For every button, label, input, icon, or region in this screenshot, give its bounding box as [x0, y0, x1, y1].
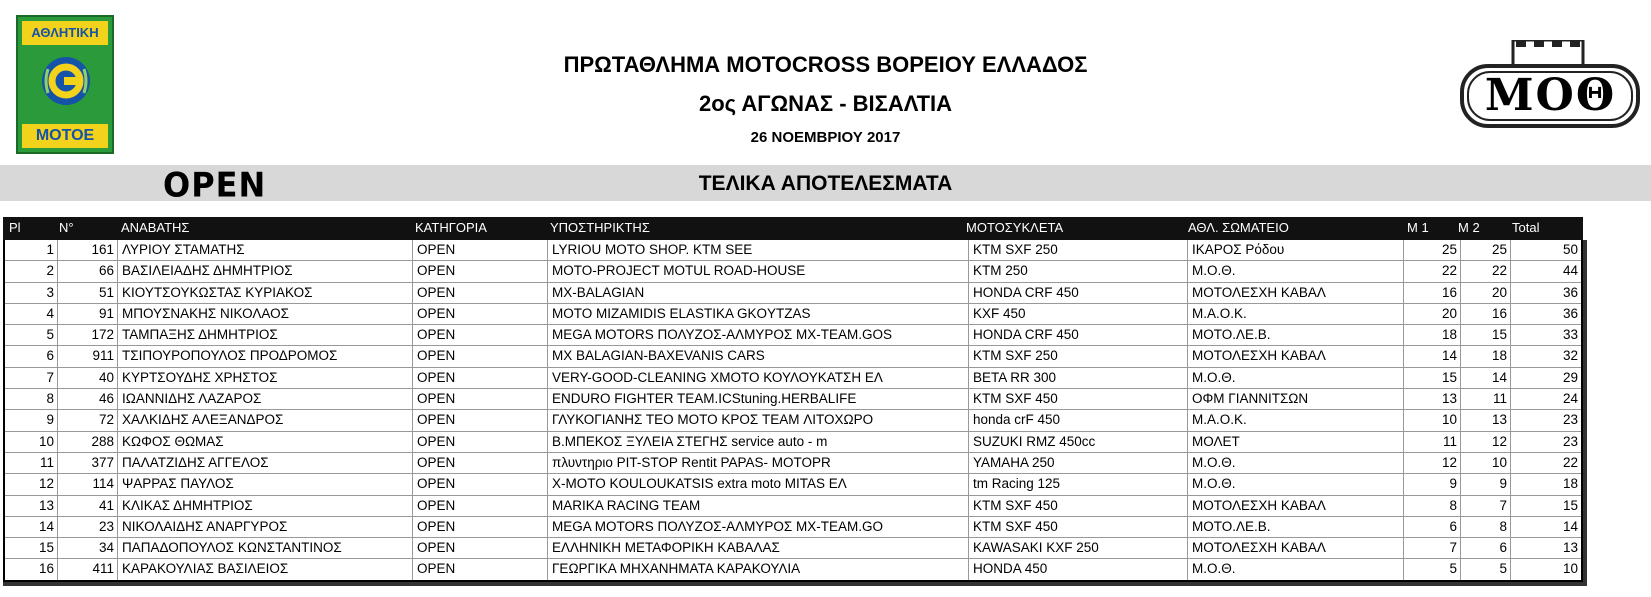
- cell-club: Μ.Α.Ο.Κ.: [1188, 410, 1404, 430]
- cell-total: 14: [1562, 518, 1578, 534]
- cell-rider: ΚΩΦΟΣ ΘΩΜΑΣ: [118, 432, 413, 452]
- cell-total: 36: [1562, 284, 1578, 300]
- cell-club: ΜΟΤΟΛΕΣΧΗ ΚΑΒΑΛ: [1188, 496, 1404, 516]
- cell-m2: 11: [1461, 389, 1511, 409]
- cell-sponsor: MOTO-PROJECT MOTUL ROAD-HOUSE: [548, 261, 969, 281]
- cell-pl: 14: [5, 517, 58, 537]
- cell-m1: 15: [1404, 368, 1461, 388]
- cell-bike: KTM SXF 250: [969, 240, 1188, 260]
- table-row: [5, 474, 1581, 495]
- cell-m1: 25: [1404, 240, 1461, 260]
- table-row: [5, 261, 1581, 282]
- cell-rider: ΠΑΛΑΤΖΙΔΗΣ ΑΓΓΕΛΟΣ: [118, 453, 413, 473]
- cell-pl: 9: [5, 410, 58, 430]
- col-category: ΚΑΤΗΓΟΡΙΑ: [415, 220, 487, 235]
- cell-sponsor: MX BALAGIAN-BAXEVANIS CARS: [548, 346, 969, 366]
- cell-total: 10: [1562, 561, 1578, 577]
- table-row: [5, 368, 1581, 389]
- cell-sponsor: ΓΛΥΚΟΓΙΑΝΗΣ ΤΕΟ ΜΟΤΟ ΚΡΟΣ TEAM ΛΙΤΟΧΩΡΟ: [548, 410, 969, 430]
- cell-rider: ΙΩΑΝΝΙΔΗΣ ΛΑΖΑΡΟΣ: [118, 389, 413, 409]
- cell-no: 34: [58, 538, 118, 558]
- logo-bottom-text: ΜΟΤΟΕ: [22, 124, 108, 148]
- cell-club: Μ.Ο.Θ.: [1188, 368, 1404, 388]
- cell-category: OPEN: [413, 368, 548, 388]
- col-pl: Pl: [9, 220, 21, 235]
- col-no: N°: [59, 220, 74, 235]
- cell-no: 66: [58, 261, 118, 281]
- table-row: [5, 389, 1581, 410]
- table-row: [5, 538, 1581, 559]
- cell-pl: 1: [5, 240, 58, 260]
- logo-top-text: ΑΘΛΗΤΙΚΗ: [22, 21, 108, 45]
- cell-m2: 8: [1461, 517, 1511, 537]
- cell-pl: 11: [5, 453, 58, 473]
- cell-total: 33: [1562, 327, 1578, 343]
- cell-total: 15: [1562, 497, 1578, 513]
- table-header: [3, 217, 1583, 240]
- cell-category: OPEN: [413, 240, 548, 260]
- cell-m1: 13: [1404, 389, 1461, 409]
- cell-m1: 6: [1404, 517, 1461, 537]
- cell-rider: ΛΥΡΙΟΥ ΣΤΑΜΑΤΗΣ: [118, 240, 413, 260]
- cell-sponsor: MX-BALAGIAN: [548, 283, 969, 303]
- table-row: [5, 283, 1581, 304]
- cell-rider: ΤΑΜΠΑΞΗΣ ΔΗΜΗΤΡΙΟΣ: [118, 325, 413, 345]
- cell-club: Μ.Α.Ο.Κ.: [1188, 304, 1404, 324]
- cell-club: ΜΟΤΟ.ΛΕ.Β.: [1188, 325, 1404, 345]
- cell-category: OPEN: [413, 517, 548, 537]
- cell-m1: 14: [1404, 346, 1461, 366]
- cell-sponsor: MEGA MOTORS ΠΟΛΥΖΟΣ-ΑΛΜΥΡΟΣ MX-TEAM.GO: [548, 517, 969, 537]
- cell-pl: 16: [5, 559, 58, 579]
- cell-sponsor: X-MOTO KOULOUKATSIS extra moto MITAS ΕΛ: [548, 474, 969, 494]
- cell-sponsor: ΕΛΛΗΝΙΚΗ ΜΕΤΑΦΟΡΙΚΗ ΚΑΒΑΛΑΣ: [548, 538, 969, 558]
- table-row: [5, 453, 1581, 474]
- cell-category: OPEN: [413, 346, 548, 366]
- cell-club: ΜΟΤΟΛΕΣΧΗ ΚΑΒΑΛ: [1188, 283, 1404, 303]
- cell-no: 23: [58, 517, 118, 537]
- cell-m2: 20: [1461, 283, 1511, 303]
- cell-pl: 3: [5, 283, 58, 303]
- cell-rider: ΚΑΡΑΚΟΥΛΙΑΣ ΒΑΣΙΛΕΙΟΣ: [118, 559, 413, 579]
- cell-m2: 9: [1461, 474, 1511, 494]
- cell-total: 29: [1562, 369, 1578, 385]
- cell-sponsor: Β.ΜΠΕΚΟΣ ΞΥΛΕΙΑ ΣΤΕΓΗΣ service auto - m: [548, 432, 969, 452]
- cell-pl: 2: [5, 261, 58, 281]
- cell-total: 23: [1562, 433, 1578, 449]
- cell-bike: KTM 250: [969, 261, 1188, 281]
- cell-club: ΙΚΑΡΟΣ Ρόδου: [1188, 240, 1404, 260]
- cell-category: OPEN: [413, 453, 548, 473]
- cell-category: OPEN: [413, 474, 548, 494]
- cell-sponsor: MARIKA RACING TEAM: [548, 496, 969, 516]
- cell-pl: 10: [5, 432, 58, 452]
- class-label: OPEN: [163, 165, 267, 205]
- cell-sponsor: πλυντηριο PIT-STOP Rentit PAPAS- MOTOPR: [548, 453, 969, 473]
- cell-category: OPEN: [413, 389, 548, 409]
- cell-m1: 22: [1404, 261, 1461, 281]
- cell-category: OPEN: [413, 496, 548, 516]
- cell-rider: ΠΑΠΑΔΟΠΟΥΛΟΣ ΚΩΝΣΤΑΝΤΙΝΟΣ: [118, 538, 413, 558]
- cell-bike: HONDA 450: [969, 559, 1188, 579]
- cell-no: 91: [58, 304, 118, 324]
- cell-pl: 13: [5, 496, 58, 516]
- cell-no: 46: [58, 389, 118, 409]
- cell-bike: HONDA CRF 450: [969, 325, 1188, 345]
- cell-no: 377: [58, 453, 118, 473]
- cell-bike: KAWASAKI KXF 250: [969, 538, 1188, 558]
- cell-sponsor: ENDURO FIGHTER TEAM.ICStuning.HERBALIFE: [548, 389, 969, 409]
- cell-club: ΜΟΤΟ.ΛΕ.Β.: [1188, 517, 1404, 537]
- cell-total: 18: [1562, 476, 1578, 492]
- table-row: [5, 410, 1581, 431]
- cell-m2: 14: [1461, 368, 1511, 388]
- cell-total: 44: [1562, 263, 1578, 279]
- cell-m1: 9: [1404, 474, 1461, 494]
- cell-m2: 16: [1461, 304, 1511, 324]
- cell-bike: KTM SXF 450: [969, 496, 1188, 516]
- cell-category: OPEN: [413, 325, 548, 345]
- cell-rider: ΒΑΣΙΛΕΙΑΔΗΣ ΔΗΜΗΤΡΙΟΣ: [118, 261, 413, 281]
- cell-total: 24: [1562, 391, 1578, 407]
- cell-m1: 16: [1404, 283, 1461, 303]
- cell-no: 114: [58, 474, 118, 494]
- table-row: [5, 325, 1581, 346]
- cell-bike: BETA RR 300: [969, 368, 1188, 388]
- cell-m2: 5: [1461, 559, 1511, 579]
- moth-logo-text: ΜΟΘ: [1484, 70, 1617, 121]
- cell-bike: YAMAHA 250: [969, 453, 1188, 473]
- cell-rider: ΚΙΟΥΤΣΟΥΚΩΣΤΑΣ ΚΥΡΙΑΚΟΣ: [118, 283, 413, 303]
- cell-category: OPEN: [413, 559, 548, 579]
- cell-bike: KTM SXF 450: [969, 517, 1188, 537]
- cell-no: 288: [58, 432, 118, 452]
- championship-title: ΠΡΩΤΑΘΛΗΜΑ MOTOCROSS ΒΟΡΕΙΟΥ ΕΛΛΑΔΟΣ: [563, 52, 1088, 77]
- cell-m1: 11: [1404, 432, 1461, 452]
- cell-no: 161: [58, 240, 118, 260]
- cell-club: ΟΦΜ ΓΙΑΝΝΙΤΣΩΝ: [1188, 389, 1404, 409]
- cell-category: OPEN: [413, 432, 548, 452]
- cell-m1: 8: [1404, 496, 1461, 516]
- cell-bike: honda crF 450: [969, 410, 1188, 430]
- cell-m2: 25: [1461, 240, 1511, 260]
- cell-rider: ΧΑΛΚΙΔΗΣ ΑΛΕΞΑΝΔΡΟΣ: [118, 410, 413, 430]
- cell-bike: tm Racing 125: [969, 474, 1188, 494]
- cell-m2: 7: [1461, 496, 1511, 516]
- col-club: ΑΘΛ. ΣΩΜΑΤΕΙΟ: [1188, 220, 1289, 235]
- table-row: [5, 346, 1581, 367]
- cell-category: OPEN: [413, 283, 548, 303]
- cell-m2: 12: [1461, 432, 1511, 452]
- cell-no: 40: [58, 368, 118, 388]
- cell-sponsor: MOTO MIZAMIDIS ELASTIKA GKOYTZAS: [548, 304, 969, 324]
- cell-bike: KTM SXF 250: [969, 346, 1188, 366]
- cell-no: 72: [58, 410, 118, 430]
- cell-rider: ΚΛΙΚΑΣ ΔΗΜΗΤΡΙΟΣ: [118, 496, 413, 516]
- cell-club: Μ.Ο.Θ.: [1188, 261, 1404, 281]
- cell-total: 22: [1562, 454, 1578, 470]
- cell-sponsor: VERY-GOOD-CLEANING ΧΜΟΤΟ ΚΟΥΛΟΥΚΑΤΣΗ ΕΛ: [548, 368, 969, 388]
- cell-sponsor: MEGA MOTORS ΠΟΛΥΖΟΣ-ΑΛΜΥΡΟΣ MX-TEAM.GOS: [548, 325, 969, 345]
- col-rider: ΑΝΑΒΑΤΗΣ: [121, 220, 190, 235]
- cell-club: Μ.Ο.Θ.: [1188, 474, 1404, 494]
- results-table: [3, 217, 1583, 582]
- cell-pl: 15: [5, 538, 58, 558]
- cell-m1: 20: [1404, 304, 1461, 324]
- cell-club: Μ.Ο.Θ.: [1188, 453, 1404, 473]
- cell-pl: 6: [5, 346, 58, 366]
- cell-category: OPEN: [413, 304, 548, 324]
- cell-m1: 5: [1404, 559, 1461, 579]
- col-bike: ΜΟΤΟΣΥΚΛΕΤΑ: [966, 220, 1064, 235]
- table-row: [5, 496, 1581, 517]
- cell-rider: ΝΙΚΟΛΑΙΔΗΣ ΑΝΑΡΓΥΡΟΣ: [118, 517, 413, 537]
- cell-m2: 6: [1461, 538, 1511, 558]
- table-row: [5, 432, 1581, 453]
- cell-bike: KXF 450: [969, 304, 1188, 324]
- cell-m1: 10: [1404, 410, 1461, 430]
- cell-m2: 13: [1461, 410, 1511, 430]
- cell-category: OPEN: [413, 261, 548, 281]
- cell-m1: 7: [1404, 538, 1461, 558]
- cell-club: ΜΟΤΟΛΕΣΧΗ ΚΑΒΑΛ: [1188, 346, 1404, 366]
- cell-no: 51: [58, 283, 118, 303]
- cell-club: Μ.Ο.Θ.: [1188, 559, 1404, 579]
- cell-no: 172: [58, 325, 118, 345]
- cell-total: 36: [1562, 305, 1578, 321]
- cell-sponsor: LYRIOU MOTO SHOP. KTM SEE: [548, 240, 969, 260]
- cell-no: 911: [58, 346, 118, 366]
- cell-bike: SUZUKI RMZ 450cc: [969, 432, 1188, 452]
- cell-category: OPEN: [413, 410, 548, 430]
- cell-bike: KTM SXF 450: [969, 389, 1188, 409]
- table-body: [3, 240, 1583, 582]
- table-row: [5, 559, 1581, 579]
- cell-rider: ΜΠΟΥΣΝΑΚΗΣ ΝΙΚΟΛΑΟΣ: [118, 304, 413, 324]
- cell-total: 50: [1562, 242, 1578, 257]
- cell-rider: ΤΣΙΠΟΥΡΟΠΟΥΛΟΣ ΠΡΟΔΡΟΜΟΣ: [118, 346, 413, 366]
- cell-pl: 4: [5, 304, 58, 324]
- cell-total: 13: [1562, 540, 1578, 556]
- table-row: [5, 517, 1581, 538]
- cell-total: 32: [1562, 348, 1578, 364]
- table-row: [5, 240, 1581, 261]
- cell-bike: HONDA CRF 450: [969, 283, 1188, 303]
- race-date: 26 ΝΟΕΜΒΡΙΟΥ 2017: [750, 129, 901, 146]
- cell-m2: 10: [1461, 453, 1511, 473]
- cell-no: 41: [58, 496, 118, 516]
- col-m1: M 1: [1407, 220, 1429, 235]
- cell-m2: 22: [1461, 261, 1511, 281]
- cell-pl: 8: [5, 389, 58, 409]
- cell-sponsor: ΓΕΩΡΓΙΚΑ ΜΗΧΑΝΗΜΑΤΑ ΚΑΡΑΚΟΥΛΙΑ: [548, 559, 969, 579]
- cell-m2: 15: [1461, 325, 1511, 345]
- cell-pl: 5: [5, 325, 58, 345]
- results-title: ΤΕΛΙΚΑ ΑΠΟΤΕΛΕΣΜΑΤΑ: [698, 172, 953, 195]
- cell-no: 411: [58, 559, 118, 579]
- col-total: Total: [1512, 220, 1540, 235]
- cell-category: OPEN: [413, 538, 548, 558]
- col-m2: M 2: [1458, 220, 1480, 235]
- cell-m2: 18: [1461, 346, 1511, 366]
- cell-m1: 18: [1404, 325, 1461, 345]
- table-row: [5, 304, 1581, 325]
- race-title: 2ος ΑΓΩΝΑΣ - ΒΙΣΑΛΤΙΑ: [698, 91, 953, 116]
- cell-rider: ΨΑΡΡΑΣ ΠΑΥΛΟΣ: [118, 474, 413, 494]
- cell-pl: 12: [5, 474, 58, 494]
- cell-club: ΜΟΤΟΛΕΣΧΗ ΚΑΒΑΛ: [1188, 538, 1404, 558]
- cell-total: 23: [1562, 412, 1578, 428]
- cell-club: ΜΟΛΕΤ: [1188, 432, 1404, 452]
- col-sponsor: ΥΠΟΣΤΗΡΙΚΤΗΣ: [550, 220, 650, 235]
- cell-pl: 7: [5, 368, 58, 388]
- cell-m1: 12: [1404, 453, 1461, 473]
- cell-rider: ΚΥΡΤΣΟΥΔΗΣ ΧΡΗΣΤΟΣ: [118, 368, 413, 388]
